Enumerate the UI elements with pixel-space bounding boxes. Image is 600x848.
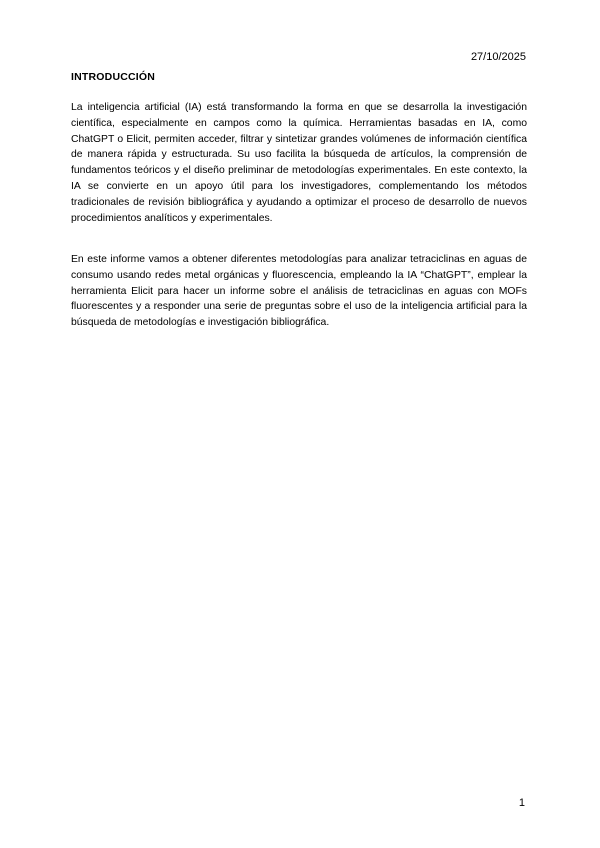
document-date: 27/10/2025 [470,51,526,63]
section-heading: INTRODUCCIÓN [71,71,156,83]
paragraph-intro: La inteligencia artificial (IA) está transformando la forma en que se desarrolla la investigación científica, especialmente en campos como la química. Herramientas basadas en IA, como ChatGPT o Elicit, permiten acceder, filtrar y sintetizar grandes volúmenes de información científica de manera rápida y estructurada. Su uso facilita la búsqueda de artículos, la comprensión de fundamentos teóricos y el diseño preliminar de metodologías experimentales. En este contexto, la IA se convierte en un apoyo útil para los investigadores, complementando los métodos tradicionales de revisión bibliográfica y ayudando a optimizar el proceso de desarrollo de nuevos procedimientos analíticos y experimentales. [71,102,527,224]
page-number: 1 [518,797,525,809]
paragraph-report-scope: En este informe vamos a obtener diferentes metodologías para analizar tetraciclinas en aguas de consumo usando redes metal orgánicas y fluorescencia, empleando la IA “ChatGPT”, emplear la herramienta Elicit para hacer un informe sobre el análisis de tetraciclinas en aguas con MOFs fluorescentes y a responder una serie de preguntas sobre el uso de la inteligencia artificial para la búsqueda de metodologías e investigación bibliográfica. [71,254,527,329]
